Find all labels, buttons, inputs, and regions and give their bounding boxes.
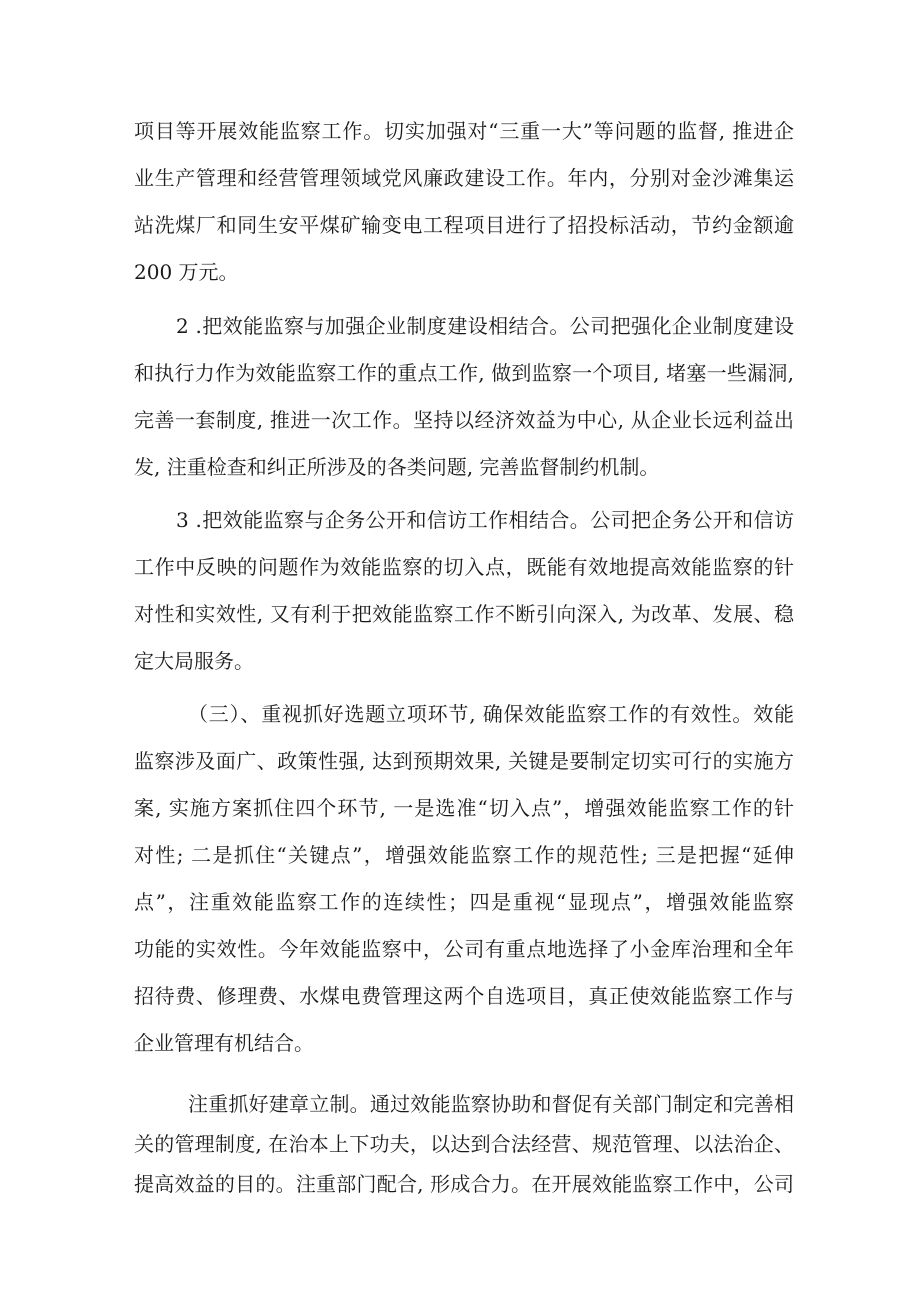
text-line: 站洗煤厂和同生安平煤矿输变电工程项目进行了招投标活动，节约金额逾 bbox=[134, 213, 794, 237]
text-line: 对性和实效性, 又有利于把效能监察工作不断引向深入, 为改革、发展、稳 bbox=[134, 602, 794, 626]
text-line: 企业管理有机结合。 bbox=[134, 1031, 314, 1055]
paragraph-2 bbox=[134, 303, 794, 491]
text-line: 注重抓好建章立制。通过效能监察协助和督促有关部门制定和完善相 bbox=[188, 1092, 794, 1116]
text-line: 关的管理制度, 在治本上下功夫，以达到合法经营、规范管理、以法治企、 bbox=[134, 1132, 794, 1156]
text-line: 对性; 二是抓住“关键点”，增强效能监察工作的规范性; 三是把握“延伸 bbox=[134, 843, 794, 867]
text-line: 业生产管理和经营管理领域党风廉政建设工作。年内，分别对金沙滩集运 bbox=[134, 166, 794, 190]
text-line: 工作中反映的问题作为效能监察的切入点，既能有效地提高效能监察的针 bbox=[134, 555, 794, 579]
text-line: 3 .把效能监察与企务公开和信访工作相结合。公司把企务公开和信访 bbox=[176, 508, 794, 532]
text-line: 200 万元。 bbox=[134, 260, 239, 284]
text-line: 2 .把效能监察与加强企业制度建设相结合。公司把强化企业制度建设 bbox=[176, 314, 794, 338]
paragraph-1 bbox=[134, 108, 794, 296]
paragraph-5 bbox=[134, 1084, 794, 1204]
text-line: 点”，注重效能监察工作的连续性；四是重视“显现点”，增强效能监察 bbox=[134, 890, 794, 914]
text-line: 项目等开展效能监察工作。切实加强对“三重一大”等问题的监督, 推进企 bbox=[134, 119, 794, 143]
text-line: （三）、重视抓好选题立项环节, 确保效能监察工作的有效性。效能 bbox=[188, 702, 794, 726]
text-line: 案, 实施方案抓住四个环节, 一是选准“切入点”，增强效能监察工作的针 bbox=[134, 796, 794, 820]
text-line: 招待费、修理费、水煤电费管理这两个自选项目，真正使效能监察工作与 bbox=[134, 984, 794, 1008]
text-line: 功能的实效性。今年效能监察中，公司有重点地选择了小金库治理和全年 bbox=[134, 937, 794, 961]
paragraph-3 bbox=[134, 497, 794, 685]
text-line: 监察涉及面广、政策性强, 达到预期效果, 关键是要制定切实可行的实施方 bbox=[134, 749, 794, 773]
text-line: 提高效益的目的。注重部门配合, 形成合力。在开展效能监察工作中，公司 bbox=[134, 1172, 794, 1196]
text-line: 发, 注重检查和纠正所涉及的各类问题, 完善监督制约机制。 bbox=[134, 455, 660, 479]
text-line: 定大局服务。 bbox=[134, 649, 254, 673]
paragraph-4 bbox=[134, 691, 794, 1067]
text-line: 完善一套制度, 推进一次工作。坚持以经济效益为中心, 从企业长远利益出 bbox=[134, 408, 794, 432]
text-line: 和执行力作为效能监察工作的重点工作, 做到监察一个项目, 堵塞一些漏洞, bbox=[134, 361, 794, 385]
